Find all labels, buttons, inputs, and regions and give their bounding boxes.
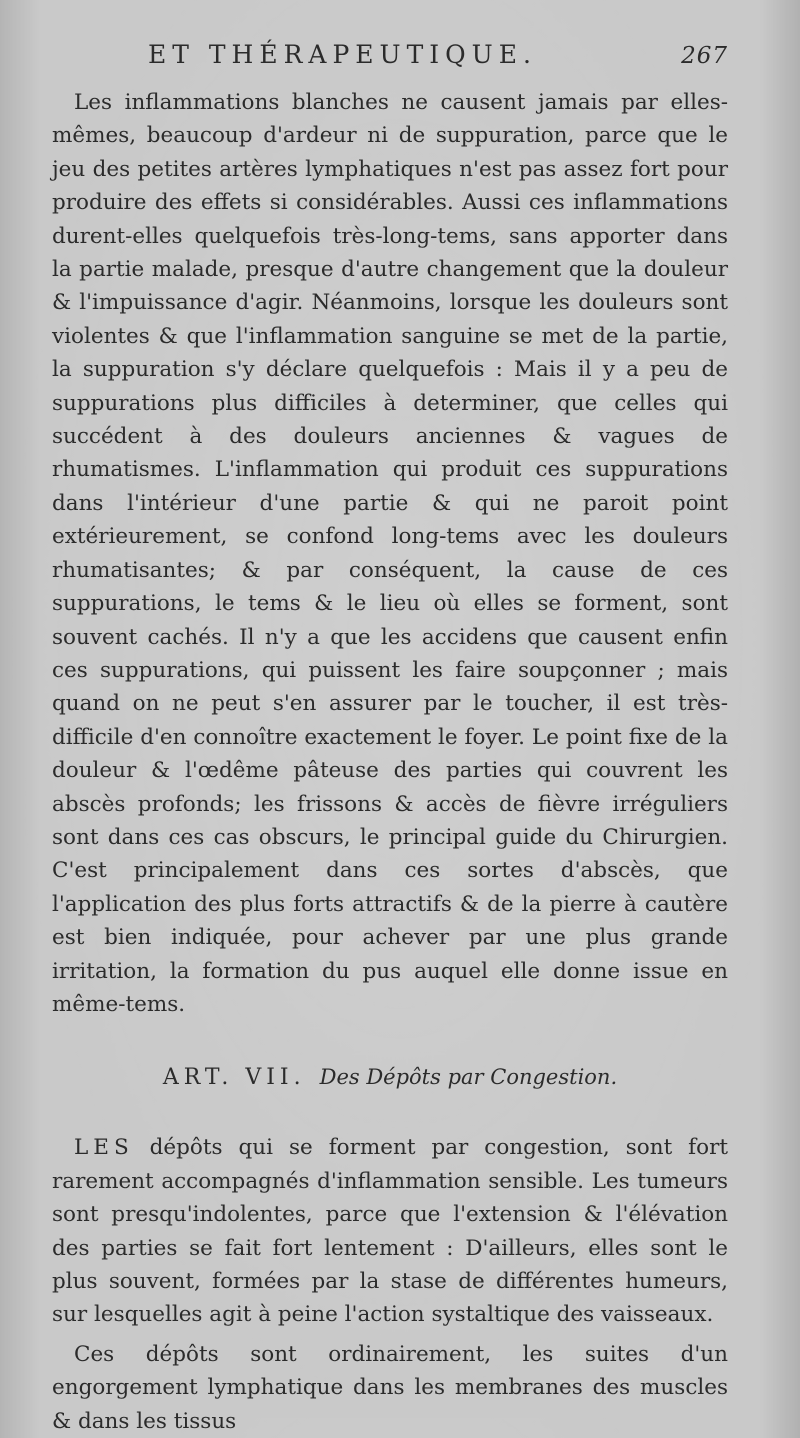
running-title: ET THÉRAPEUTIQUE. <box>148 40 537 69</box>
article-label: ART. VII. <box>162 1065 306 1091</box>
section-paragraph-continued: Ces dépôts sont ordinairement, les suites d'un engorgement lymphatique dans les membranes des muscles & dans les tissus <box>52 1341 728 1434</box>
page-number: 267 <box>681 43 728 69</box>
section-heading <box>52 1059 728 1095</box>
section-first-word: LES <box>74 1135 134 1161</box>
body-paragraph: Les inflammations blanches ne causent jamais par elles-mêmes, beaucoup d'ardeur ni de suppuration, parce que le jeu des petites artères lymphatiques n'est pas assez fort pour produire des effets si considérables. Aussi ces inflammations durent-elles quelquefois très-long-tems, sans apporter dans la partie malade, presque d'autre changement que la douleur & l'impuissance d'agir. Néanmoins, lorsque les douleurs sont violentes & que l'inflammation sanguine se met de la partie, la suppuration s'y déclare quelquefois : Mais il y a peu de suppurations plus difficiles à determiner, que celles qui succédent à des douleurs anciennes & vagues de rhumatismes. L'inflammation qui produit ces suppurations dans l'intérieur d'une partie & qui ne paroit point extérieurement, se confond long-tems avec les douleurs rhumatisantes; & par conséquent, la cause de ces suppurations, le tems & le lieu où elles se forment, sont souvent cachés. Il n'y a que les accidens que causent enfin ces suppurations, qui puissent les faire soupçonner ; mais quand on ne peut s'en assurer par le toucher, il est très-difficile d'en connoître exactement le foyer. Le point fixe de la douleur & l'œdême pâteuse des parties qui couvrent les abscès profonds; les frissons & accès de fièvre irréguliers sont dans ces cas obscurs, le principal guide du Chirurgien. C'est principalement dans ces sortes d'abscès, que l'application des plus forts attractifs & de la pierre à cautère est bien indiquée, pour achever par une plus grande irritation, la formation du pus auquel elle donne issue en même-tems. <box>52 90 728 1017</box>
section-first-text: dépôts qui se forment par congestion, sont fort rarement accompagnés d'inflammation sensible. Les tumeurs sont presqu'indolentes, parce que l'extension & l'élévation des parties se fait fort lentement : D'ailleurs, elles sont le plus souvent, formées par la stase de différentes humeurs, sur lesquelles agit à peine l'action systaltique des vaisseaux. <box>52 1135 728 1328</box>
book-page <box>52 40 728 1434</box>
section-paragraph <box>52 1131 728 1331</box>
section-title: Des Dépôts par Congestion. <box>319 1065 618 1090</box>
running-head <box>52 40 728 86</box>
